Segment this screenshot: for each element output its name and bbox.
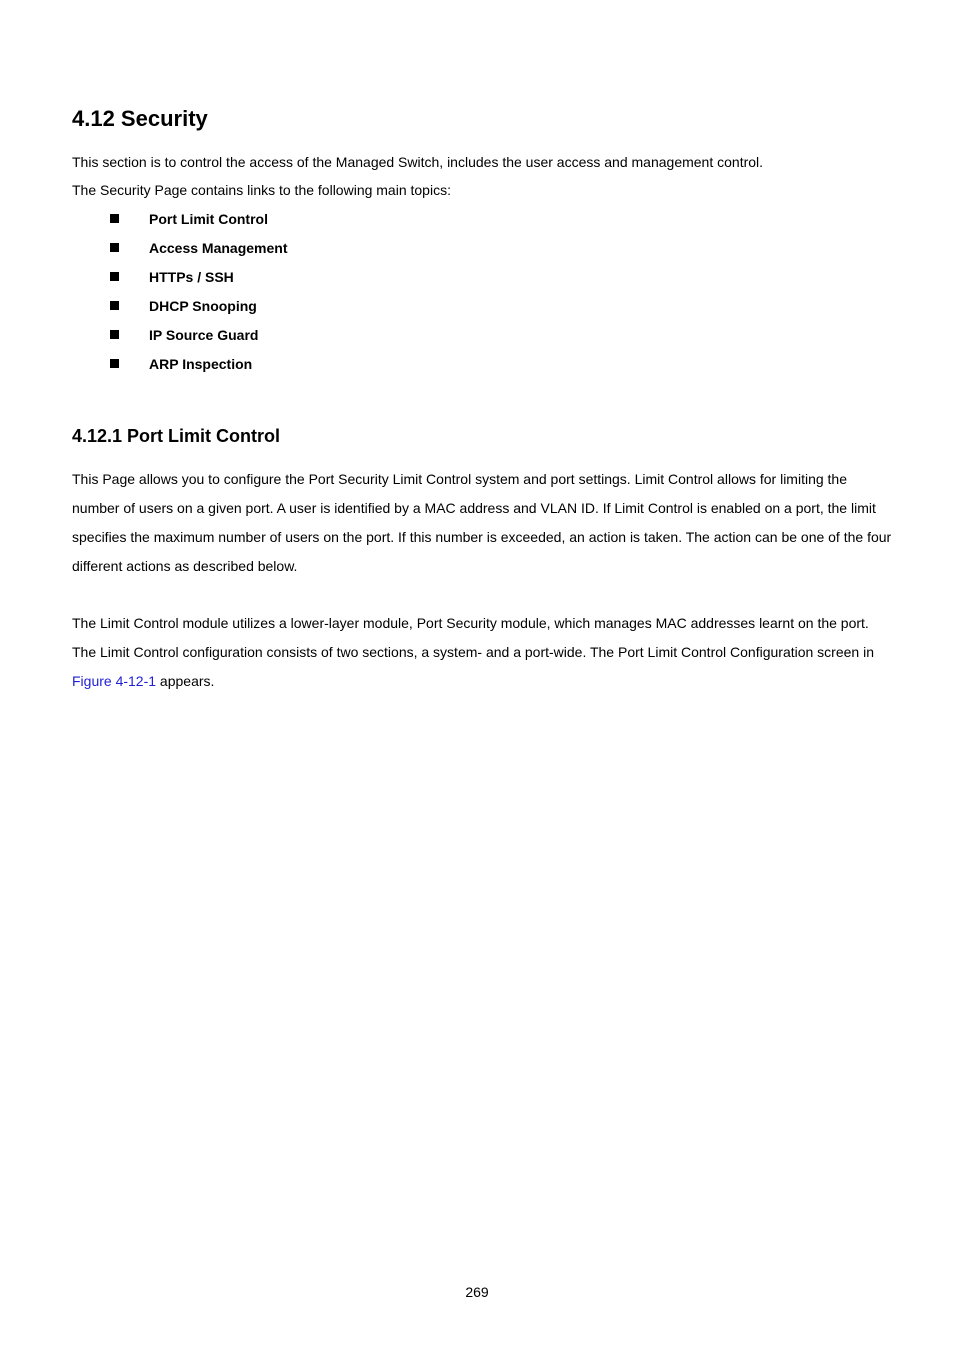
square-bullet-icon — [110, 272, 119, 281]
figure-link[interactable]: Figure 4-12-1 — [72, 673, 157, 689]
paragraph-tail: appears. — [156, 673, 215, 689]
section-title: 4.12 Security — [72, 106, 208, 131]
subsection-paragraph-1: This Page allows you to configure the Port Security Limit Control system and port settings. Limit Control allows for limiting the number of users on a given port. A user is identified by a MAC address and VLAN ID. If Limit Control is enabled on a port, the limit specifies the maximum number of users on the port. If this number is exceeded, an action is taken. The action can be one of the four different actions as described below. — [72, 471, 892, 574]
paragraph-text: The Limit Control module utilizes a lower-layer module, Port Security module, which manages MAC addresses learnt on the port. The Limit Control configuration consists of two sections, a system- and a port-wide. The Port Limit Control Configuration screen in — [72, 615, 874, 660]
square-bullet-icon — [110, 359, 119, 368]
section-intro-2: The Security Page contains links to the following main topics: — [72, 182, 451, 198]
topic-label: IP Source Guard — [149, 327, 259, 343]
topic-label: Access Management — [149, 240, 288, 256]
subsection-title: 4.12.1 Port Limit Control — [72, 426, 281, 446]
subsection-paragraph-2 — [72, 609, 892, 696]
square-bullet-icon — [110, 301, 119, 310]
section-intro-1: This section is to control the access of the Managed Switch, includes the user access and management control. — [72, 154, 764, 170]
square-bullet-icon — [110, 214, 119, 223]
topic-label: ARP Inspection — [149, 356, 253, 372]
topic-label: DHCP Snooping — [149, 298, 257, 314]
topic-label: Port Limit Control — [149, 211, 268, 227]
square-bullet-icon — [110, 330, 119, 339]
topic-label: HTTPs / SSH — [149, 269, 234, 285]
square-bullet-icon — [110, 243, 119, 252]
page-number: 269 — [465, 1284, 489, 1300]
